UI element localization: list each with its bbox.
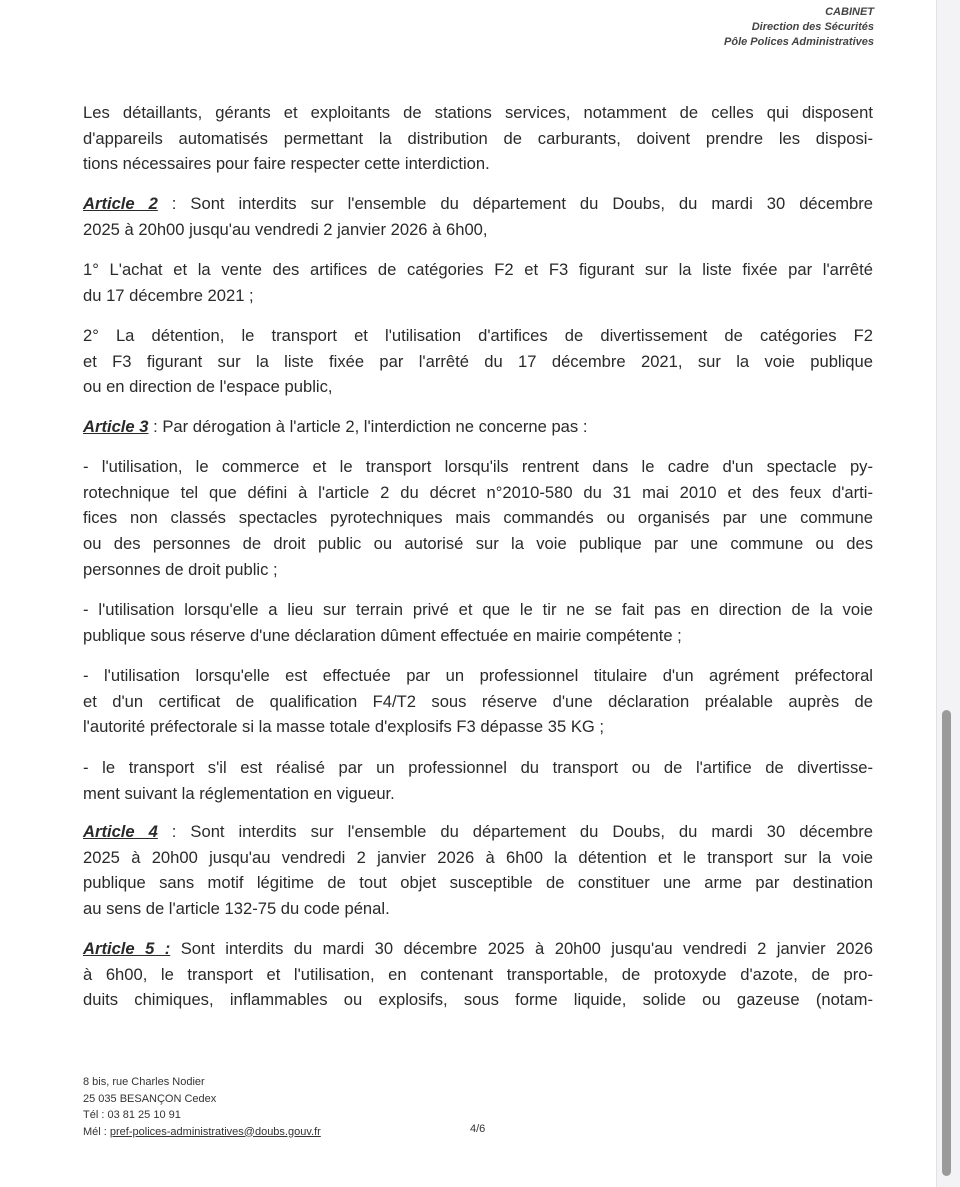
line-text: fices non classés spectacles pyrotechniques mais commandés ou organisés par une commune [83, 508, 873, 528]
text-line [83, 414, 873, 440]
text-line [83, 781, 873, 807]
text-line [83, 714, 873, 740]
article-heading: Article 5 : [83, 939, 171, 958]
article-heading: Article 4 [83, 822, 158, 841]
article-4 [83, 819, 873, 922]
text-line [83, 987, 873, 1013]
line-text: et F3 figurant sur la liste fixée par l'arrêté du 17 décembre 2021, sur la voie publique [83, 351, 873, 371]
text-line [83, 896, 873, 922]
footer-mail-label: Mél : [83, 1125, 110, 1138]
text-line [83, 689, 873, 715]
paragraph [83, 257, 873, 308]
text-line [83, 454, 873, 480]
header-direction: Direction des Sécurités [751, 21, 874, 33]
text-line [83, 100, 873, 126]
paragraph [83, 323, 873, 400]
text-line [83, 217, 873, 243]
page-number: 4/6 [470, 1123, 486, 1135]
text-line [83, 819, 873, 845]
footer-phone: Tél : 03 81 25 10 91 [83, 1109, 181, 1121]
article-heading: Article 3 [83, 417, 149, 436]
article-5 [83, 936, 873, 1013]
line-text: - l'utilisation lorsqu'elle a lieu sur terrain privé et que le tir ne se fait pas en direction de la voie [83, 600, 873, 619]
line-text: rotechnique tel que défini à l'article 2 du décret n°2010-580 du 31 mai 2010 et des feux d'arti- [83, 482, 873, 502]
header-cabinet: CABINET [825, 6, 874, 18]
paragraph [83, 454, 873, 583]
line-text: ment suivant la réglementation en vigueur. [83, 783, 395, 803]
scrollbar[interactable] [941, 0, 952, 1187]
paragraph [83, 755, 873, 806]
line-text: publique sous réserve d'une déclaration dûment effectuée en mairie compétente ; [83, 625, 682, 645]
line-text: - le transport s'il est réalisé par un professionnel du transport ou de l'artifice de divertisse- [83, 758, 873, 777]
line-text: 2025 à 20h00 jusqu'au vendredi 2 janvier 2026 à 6h00, [83, 219, 488, 239]
paragraph [83, 663, 873, 740]
text-line [83, 557, 873, 583]
line-text: publique sans motif légitime de tout objet susceptible de constituer une arme par destination [83, 873, 873, 893]
text-line [83, 531, 873, 557]
document-header [724, 5, 874, 50]
text-line [83, 257, 873, 283]
article-heading: Article 2 [83, 194, 158, 213]
line-text: ou en direction de l'espace public, [83, 377, 333, 397]
line-text: 1° L'achat et la vente des artifices de catégories F2 et F3 figurant sur la liste fixée par l'arrêté [83, 260, 873, 279]
line-text: l'autorité préfectorale si la masse totale d'explosifs F3 dépasse 35 KG ; [83, 717, 605, 737]
text-line [83, 374, 873, 400]
text-line [83, 597, 873, 623]
line-text: 2025 à 20h00 jusqu'au vendredi 2 janvier 2026 à 6h00 la détention et le transport sur la voie [83, 847, 873, 867]
paragraph [83, 597, 873, 648]
line-text: tions nécessaires pour faire respecter cette interdiction. [83, 154, 490, 174]
line-text: Les détaillants, gérants et exploitants de stations services, notamment de celles qui disposent [83, 103, 873, 122]
line-text: du 17 décembre 2021 ; [83, 285, 254, 305]
text-line [83, 323, 873, 349]
line-text: - l'utilisation, le commerce et le transport lorsqu'ils rentrent dans le cadre d'un spectacle py- [83, 457, 873, 476]
header-pole: Pôle Polices Administratives [724, 36, 874, 48]
line-text: : Sont interdits sur l'ensemble du département du Doubs, du mardi 30 décembre [157, 194, 873, 213]
text-line [83, 962, 873, 988]
line-text: - l'utilisation lorsqu'elle est effectuée par un professionnel titulaire d'un agrément préfectoral [83, 666, 873, 685]
scrollbar-thumb[interactable] [942, 710, 951, 1176]
text-line [83, 663, 873, 689]
document-footer [83, 1074, 321, 1140]
line-text: et d'un certificat de qualification F4/T2 sous réserve d'une déclaration préalable auprès de [83, 691, 873, 711]
text-line [83, 505, 873, 531]
line-text: : Sont interdits sur l'ensemble du département du Doubs, du mardi 30 décembre [157, 822, 873, 841]
text-line [83, 191, 873, 217]
footer-mail-link[interactable]: pref-polices-administratives@doubs.gouv.fr [109, 1125, 321, 1138]
line-text: : Par dérogation à l'article 2, l'interdiction ne concerne pas : [148, 417, 588, 436]
line-text: duits chimiques, inflammables ou explosifs, sous forme liquide, solide ou gazeuse (notam- [83, 990, 873, 1010]
text-line [83, 283, 873, 309]
line-text: personnes de droit public ; [83, 559, 278, 579]
article-3 [83, 414, 873, 440]
text-line [83, 480, 873, 506]
article-2 [83, 191, 873, 242]
text-line [83, 349, 873, 375]
text-line [83, 126, 873, 152]
footer-city: 25 035 BESANÇON Cedex [83, 1092, 217, 1105]
text-line [83, 845, 873, 871]
text-line [83, 623, 873, 649]
line-text: au sens de l'article 132-75 du code pénal. [83, 899, 390, 919]
line-text: à 6h00, le transport et l'utilisation, en contenant transportable, de protoxyde d'azote, de pro- [83, 964, 873, 984]
text-line [83, 755, 873, 781]
footer-address: 8 bis, rue Charles Nodier [83, 1076, 205, 1088]
text-line [83, 936, 873, 962]
paragraph [83, 100, 873, 177]
text-line [83, 870, 873, 896]
line-text: Sont interdits du mardi 30 décembre 2025 à 20h00 jusqu'au vendredi 2 janvier 2026 [170, 939, 873, 958]
line-text: 2° La détention, le transport et l'utilisation d'artifices de divertissement de catégories F2 [83, 326, 873, 345]
line-text: ou des personnes de droit public ou autorisé sur la voie publique par une commune ou des [83, 534, 873, 554]
text-line [83, 151, 873, 177]
line-text: d'appareils automatisés permettant la distribution de carburants, doivent prendre les disposi- [83, 128, 873, 148]
